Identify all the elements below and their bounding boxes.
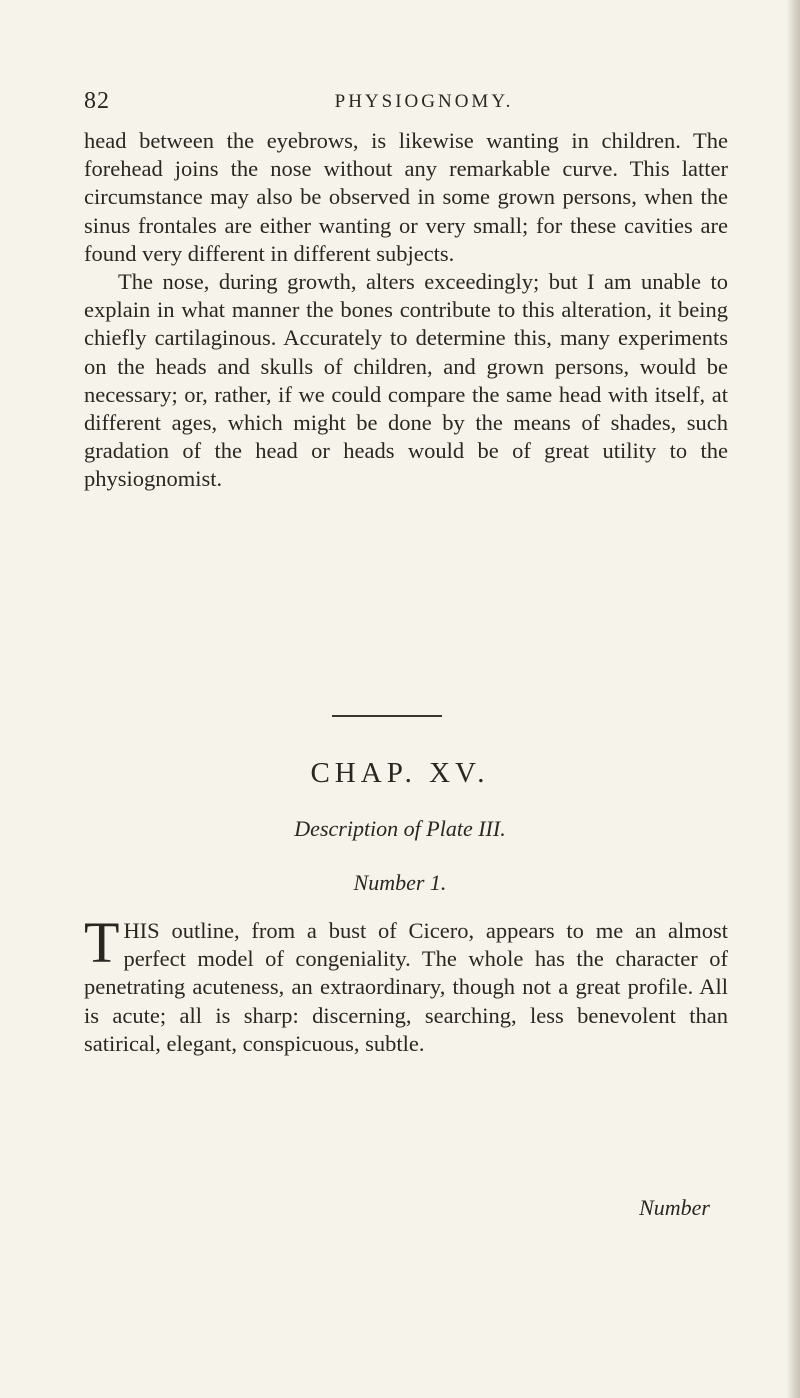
paragraph-body: HIS outline, from a bust of Cicero, appears to me an almost perfect model of congeniality. The whole has the character of penetrating acuteness, an extraordinary, though not a great profile. All is acute; all is sharp: discerning, searching, less benevolent than satirical, elegant, conspicuous, subtle. bbox=[84, 918, 728, 1056]
section-divider bbox=[332, 715, 442, 717]
page-number: 82 bbox=[84, 88, 110, 114]
page-edge bbox=[786, 0, 800, 1398]
body-text-section bbox=[84, 910, 728, 1058]
number-heading: Number 1. bbox=[353, 870, 447, 895]
running-title: PHYSIOGNOMY. bbox=[334, 91, 514, 112]
catchword: Number bbox=[639, 1195, 710, 1220]
paragraph bbox=[84, 910, 728, 1058]
chapter-subtitle: Description of Plate III. bbox=[294, 816, 506, 841]
body-text-top bbox=[84, 127, 728, 494]
page-header bbox=[84, 88, 724, 120]
drop-cap: T bbox=[84, 910, 120, 975]
chapter-title: CHAP. XV. bbox=[310, 757, 490, 789]
paragraph: head between the eyebrows, is likewise wanting in children. The forehead joins the nose without any remarkable curve. This latter circumstance may also be observed in some grown persons, when the sinus frontales are either wanting or very small; for these cavities are found very different in different subjects. bbox=[84, 128, 728, 266]
paragraph: The nose, during growth, alters exceedingly; but I am unable to explain in what manner the bones contribute to this alteration, it being chiefly cartilaginous. Accurately to determine this, many experiments on the heads and skulls of children, and grown persons, would be necessary; or, rather, if we could compare the same head with itself, at different ages, which might be done by the means of shades, such gradation of the head or heads would be of great utility to the physiognomist. bbox=[84, 269, 728, 492]
